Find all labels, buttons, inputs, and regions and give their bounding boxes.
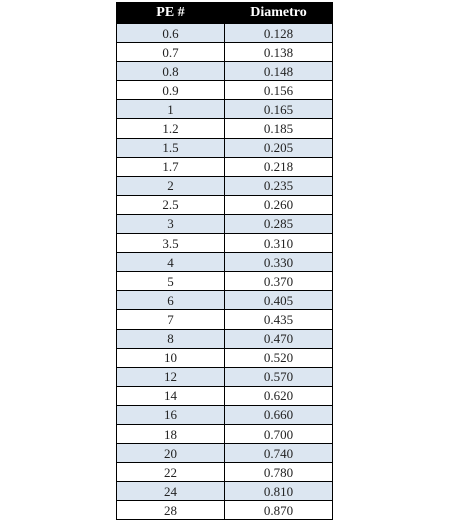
- table-row: [117, 157, 333, 176]
- pe-cell: 1: [117, 100, 225, 119]
- diameter-cell: 0.148: [225, 62, 333, 81]
- diameter-cell: 0.620: [225, 386, 333, 405]
- pe-cell: 0.8: [117, 62, 225, 81]
- pe-cell: 2.5: [117, 195, 225, 214]
- diameter-cell: 0.470: [225, 329, 333, 348]
- diameter-cell: 0.138: [225, 43, 333, 62]
- table-row: [117, 234, 333, 253]
- table-row: [117, 386, 333, 405]
- pe-cell: 8: [117, 329, 225, 348]
- table-row: [117, 214, 333, 233]
- table-row: [117, 367, 333, 386]
- table-row: [117, 81, 333, 100]
- diameter-cell: 0.285: [225, 214, 333, 233]
- diameter-cell: 0.165: [225, 100, 333, 119]
- pe-cell: 0.7: [117, 43, 225, 62]
- table-body: [117, 24, 333, 520]
- pe-cell: 14: [117, 386, 225, 405]
- diameter-cell: 0.870: [225, 501, 333, 520]
- diameter-cell: 0.156: [225, 81, 333, 100]
- table-row: [117, 272, 333, 291]
- pe-cell: 6: [117, 291, 225, 310]
- table-row: [117, 291, 333, 310]
- diameter-cell: 0.435: [225, 310, 333, 329]
- diameter-cell: 0.740: [225, 444, 333, 463]
- diameter-cell: 0.330: [225, 253, 333, 272]
- table-row: [117, 138, 333, 157]
- pe-cell: 4: [117, 253, 225, 272]
- pe-diameter-table: [116, 2, 333, 520]
- table-row: [117, 424, 333, 443]
- diameter-cell: 0.235: [225, 176, 333, 195]
- diameter-cell: 0.570: [225, 367, 333, 386]
- table-row: [117, 501, 333, 520]
- diameter-cell: 0.185: [225, 119, 333, 138]
- table-row: [117, 329, 333, 348]
- table-row: [117, 444, 333, 463]
- table-row: [117, 43, 333, 62]
- table-row: [117, 482, 333, 501]
- table-row: [117, 310, 333, 329]
- pe-cell: 7: [117, 310, 225, 329]
- pe-cell: 0.9: [117, 81, 225, 100]
- pe-cell: 24: [117, 482, 225, 501]
- diameter-cell: 0.700: [225, 424, 333, 443]
- header-diameter: Diametro: [225, 3, 333, 24]
- diameter-cell: 0.780: [225, 463, 333, 482]
- diameter-cell: 0.370: [225, 272, 333, 291]
- table-row: [117, 348, 333, 367]
- pe-cell: 1.2: [117, 119, 225, 138]
- pe-cell: 20: [117, 444, 225, 463]
- diameter-cell: 0.405: [225, 291, 333, 310]
- pe-cell: 1.7: [117, 157, 225, 176]
- diameter-cell: 0.520: [225, 348, 333, 367]
- header-pe: PE #: [117, 3, 225, 24]
- table-row: [117, 463, 333, 482]
- pe-cell: 2: [117, 176, 225, 195]
- diameter-cell: 0.660: [225, 405, 333, 424]
- diameter-cell: 0.810: [225, 482, 333, 501]
- header-row: [117, 3, 333, 24]
- diameter-cell: 0.218: [225, 157, 333, 176]
- pe-cell: 28: [117, 501, 225, 520]
- table-row: [117, 195, 333, 214]
- pe-cell: 22: [117, 463, 225, 482]
- table-row: [117, 119, 333, 138]
- diameter-cell: 0.260: [225, 195, 333, 214]
- pe-cell: 1.5: [117, 138, 225, 157]
- table-row: [117, 100, 333, 119]
- pe-cell: 5: [117, 272, 225, 291]
- pe-cell: 12: [117, 367, 225, 386]
- table-row: [117, 176, 333, 195]
- diameter-cell: 0.128: [225, 24, 333, 43]
- pe-cell: 16: [117, 405, 225, 424]
- pe-cell: 18: [117, 424, 225, 443]
- diameter-cell: 0.205: [225, 138, 333, 157]
- diameter-cell: 0.310: [225, 234, 333, 253]
- pe-cell: 3.5: [117, 234, 225, 253]
- pe-cell: 0.6: [117, 24, 225, 43]
- table-row: [117, 253, 333, 272]
- table-row: [117, 405, 333, 424]
- pe-cell: 10: [117, 348, 225, 367]
- table-row: [117, 24, 333, 43]
- pe-cell: 3: [117, 214, 225, 233]
- table-row: [117, 62, 333, 81]
